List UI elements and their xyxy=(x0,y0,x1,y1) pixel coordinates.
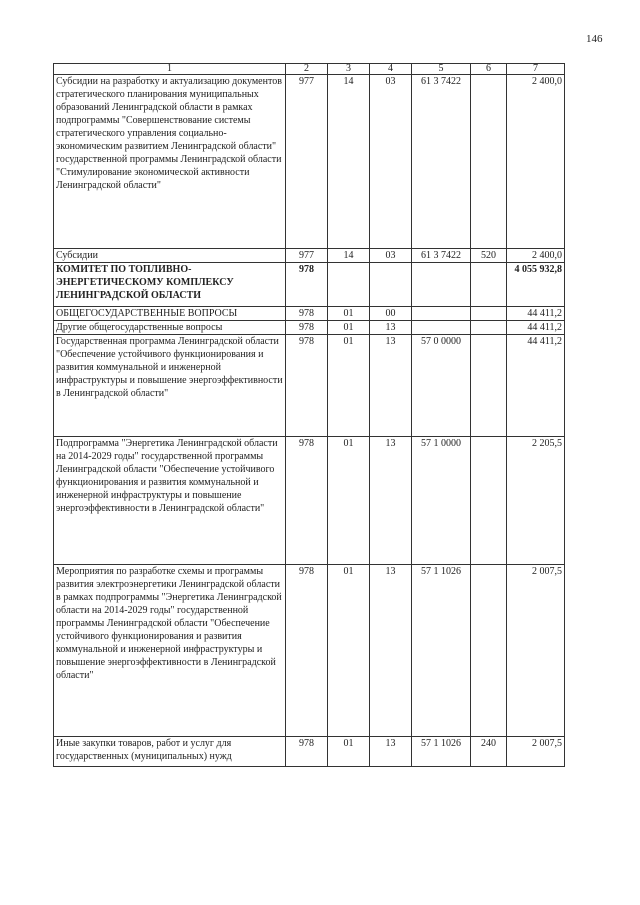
name-cell: КОМИТЕТ ПО ТОПЛИВНО-ЭНЕРГЕТИЧЕСКОМУ КОМПЛЕКСУ ЛЕНИНГРАДСКОЙ ОБЛАСТИ xyxy=(54,263,286,307)
header-cell-2: 2 xyxy=(286,64,328,75)
admin-code-cell: 978 xyxy=(286,321,328,335)
header-cell-1: 1 xyxy=(54,64,286,75)
amount-cell: 2 007,5 xyxy=(507,737,565,767)
admin-code-cell: 978 xyxy=(286,565,328,737)
target-article-cell: 61 3 7422 xyxy=(412,75,471,249)
budget-table xyxy=(53,63,565,767)
name-cell: Субсидии на разработку и актуализацию документов стратегического планирования муниципальных образований Ленинградской области в рамках подпрограммы "Совершенствование системы стратегического управления социально-экономическим развитием Ленинградской области" государственной программы Ленинградской области "Стимулирование экономической активности Ленинградской области" xyxy=(54,75,286,249)
expense-type-cell xyxy=(471,437,507,565)
table-row xyxy=(54,321,565,335)
table-row xyxy=(54,249,565,263)
page-number: 146 xyxy=(586,33,603,45)
header-cell-4: 4 xyxy=(370,64,412,75)
amount-cell: 2 400,0 xyxy=(507,75,565,249)
amount-cell: 44 411,2 xyxy=(507,307,565,321)
target-article-cell: 57 0 0000 xyxy=(412,335,471,437)
name-cell: Иные закупки товаров, работ и услуг для государственных (муниципальных) нужд xyxy=(54,737,286,767)
expense-type-cell xyxy=(471,307,507,321)
amount-cell: 2 400,0 xyxy=(507,249,565,263)
admin-code-cell: 978 xyxy=(286,437,328,565)
section-cell: 14 xyxy=(328,75,370,249)
name-cell: Подпрограмма "Энергетика Ленинградской области на 2014-2029 годы" государственной программы Ленинградской области "Обеспечение устойчивого функционирования и развития коммунальной и инженерной инфраструктуры и повышение энергоэффективности в Ленинградской области" xyxy=(54,437,286,565)
expense-type-cell: 520 xyxy=(471,249,507,263)
target-article-cell: 57 1 1026 xyxy=(412,737,471,767)
expense-type-cell xyxy=(471,565,507,737)
name-cell: Государственная программа Ленинградской области "Обеспечение устойчивого функционирования и развития коммунальной и инженерной инфраструктуры и повышение энергоэффективности в Ленинградской области" xyxy=(54,335,286,437)
target-article-cell xyxy=(412,263,471,307)
expense-type-cell xyxy=(471,335,507,437)
table-row xyxy=(54,737,565,767)
section-cell: 01 xyxy=(328,321,370,335)
admin-code-cell: 977 xyxy=(286,75,328,249)
section-cell: 01 xyxy=(328,307,370,321)
section-cell: 01 xyxy=(328,437,370,565)
header-cell-7: 7 xyxy=(507,64,565,75)
subsection-cell: 13 xyxy=(370,565,412,737)
subsection-cell: 03 xyxy=(370,249,412,263)
admin-code-cell: 978 xyxy=(286,307,328,321)
subsection-cell: 03 xyxy=(370,75,412,249)
name-cell: Мероприятия по разработке схемы и программы развития электроэнергетики Ленинградской области в рамках подпрограммы "Энергетика Ленинградской области на 2014-2029 годы" государственной программы Ленинградской области "Обеспечение устойчивого функционирования и развития коммунальной и инженерной инфраструктуры и повышение энергоэффективности в Ленинградской области" xyxy=(54,565,286,737)
table-header-row xyxy=(54,64,565,75)
target-article-cell: 57 1 0000 xyxy=(412,437,471,565)
subsection-cell xyxy=(370,263,412,307)
target-article-cell: 61 3 7422 xyxy=(412,249,471,263)
admin-code-cell: 978 xyxy=(286,737,328,767)
amount-cell: 2 205,5 xyxy=(507,437,565,565)
target-article-cell: 57 1 1026 xyxy=(412,565,471,737)
target-article-cell xyxy=(412,321,471,335)
expense-type-cell: 240 xyxy=(471,737,507,767)
amount-cell: 44 411,2 xyxy=(507,321,565,335)
subsection-cell: 13 xyxy=(370,437,412,565)
header-cell-6: 6 xyxy=(471,64,507,75)
admin-code-cell: 978 xyxy=(286,263,328,307)
section-cell xyxy=(328,263,370,307)
subsection-cell: 13 xyxy=(370,335,412,437)
admin-code-cell: 977 xyxy=(286,249,328,263)
admin-code-cell: 978 xyxy=(286,335,328,437)
expense-type-cell xyxy=(471,321,507,335)
expense-type-cell xyxy=(471,75,507,249)
amount-cell: 4 055 932,8 xyxy=(507,263,565,307)
section-cell: 14 xyxy=(328,249,370,263)
header-cell-5: 5 xyxy=(412,64,471,75)
section-cell: 01 xyxy=(328,335,370,437)
table-row xyxy=(54,335,565,437)
name-cell: Другие общегосударственные вопросы xyxy=(54,321,286,335)
name-cell: ОБЩЕГОСУДАРСТВЕННЫЕ ВОПРОСЫ xyxy=(54,307,286,321)
amount-cell: 44 411,2 xyxy=(507,335,565,437)
subsection-cell: 13 xyxy=(370,321,412,335)
subsection-cell: 00 xyxy=(370,307,412,321)
table-row xyxy=(54,307,565,321)
section-cell: 01 xyxy=(328,737,370,767)
header-cell-3: 3 xyxy=(328,64,370,75)
amount-cell: 2 007,5 xyxy=(507,565,565,737)
table-row xyxy=(54,437,565,565)
table-row xyxy=(54,75,565,249)
section-cell: 01 xyxy=(328,565,370,737)
name-cell: Субсидии xyxy=(54,249,286,263)
target-article-cell xyxy=(412,307,471,321)
table-row xyxy=(54,565,565,737)
expense-type-cell xyxy=(471,263,507,307)
table-row xyxy=(54,263,565,307)
subsection-cell: 13 xyxy=(370,737,412,767)
